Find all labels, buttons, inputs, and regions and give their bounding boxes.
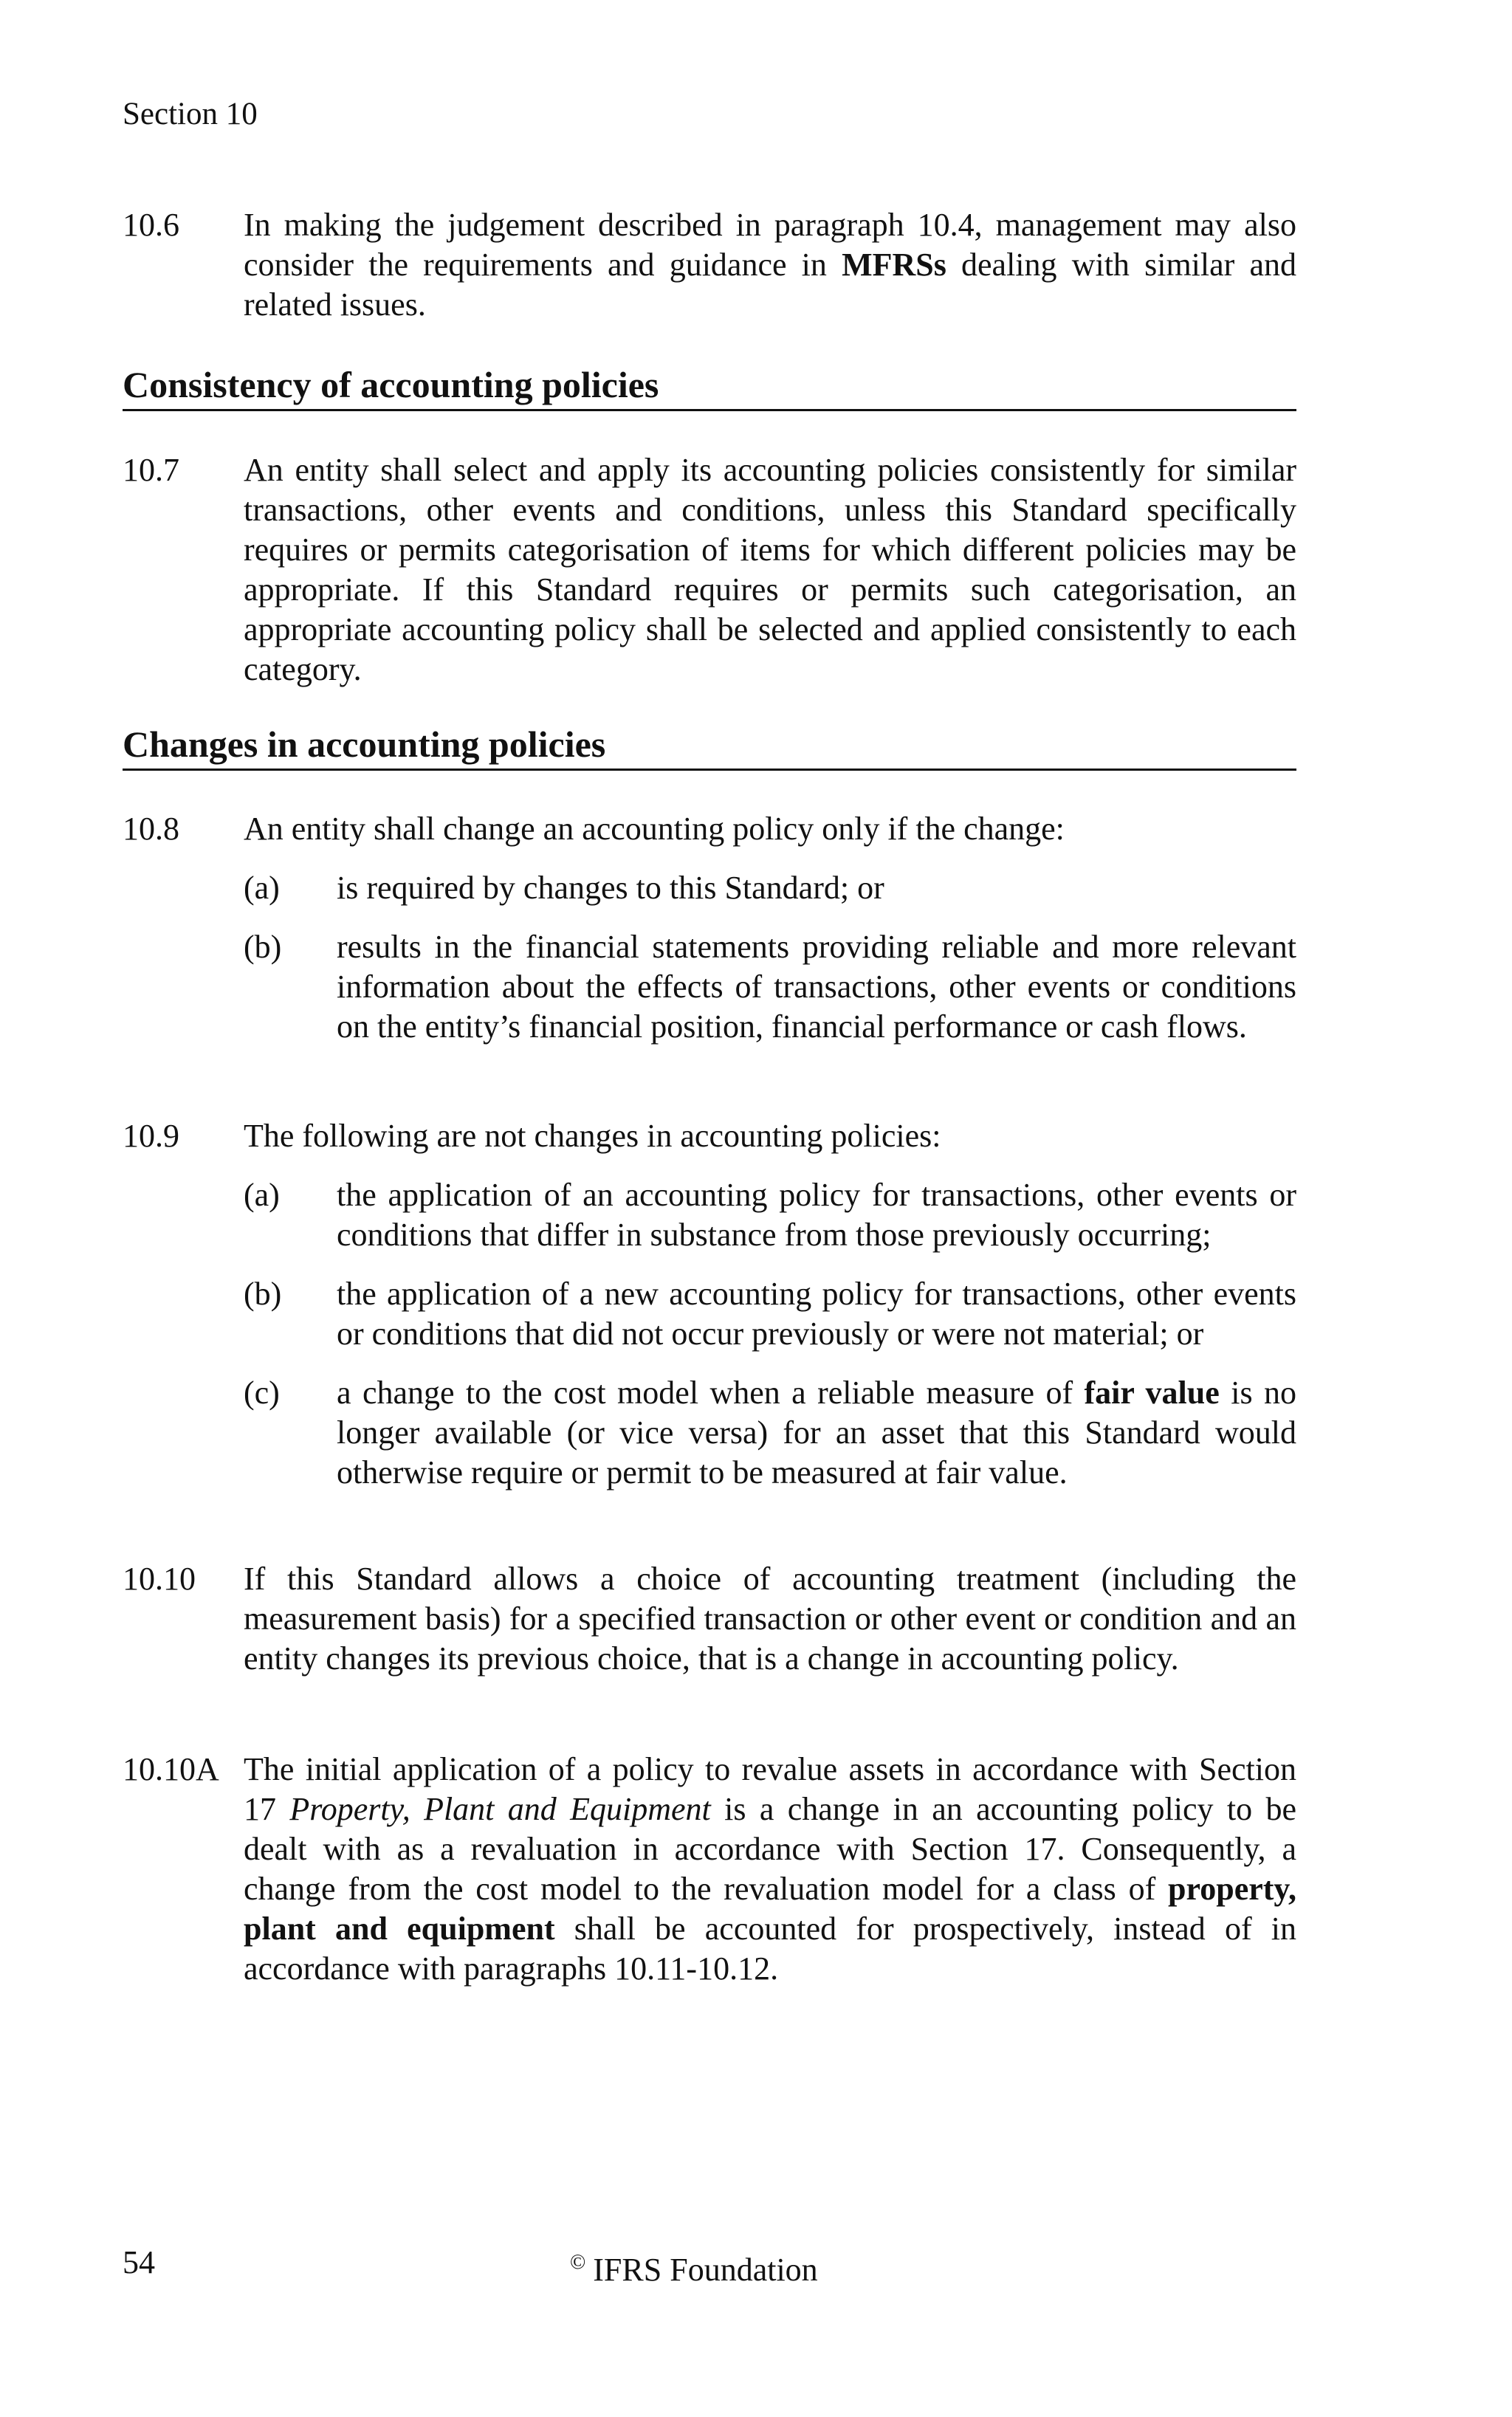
paragraph-text: In making the judgement described in paragraph 10.4, management may also consider the requirements and guidance in MFRSs dealing with similar and related issues. <box>244 207 1296 323</box>
paragraph-number: 10.7 <box>123 452 179 488</box>
copyright-text: IFRS Foundation <box>593 2252 818 2288</box>
paragraph-10-10 <box>123 1559 1296 1679</box>
section-heading-changes: Changes in accounting policies <box>123 721 1296 771</box>
section-heading-consistency: Consistency of accounting policies <box>123 362 1296 411</box>
paragraph-10-10a <box>123 1750 1296 1989</box>
paragraph-number: 10.10A <box>123 1751 219 1787</box>
list-item-label: (a) <box>244 870 280 906</box>
list-item <box>244 1274 1296 1354</box>
list-item <box>244 927 1296 1047</box>
list-item-text: the application of a new accounting policy for transactions, other events or conditions that did not occur previously or were not material; or <box>337 1276 1296 1352</box>
standard-title-reference: Property, Plant and Equipment <box>289 1791 711 1827</box>
paragraph-number: 10.10 <box>123 1561 196 1597</box>
footer-copyright <box>570 2243 818 2290</box>
paragraph-text: An entity shall select and apply its accounting policies consistently for similar transactions, other events and conditions, unless this Standard specifically requires or permits categorisation of items for which different policies may be appropriate. If this Standard requires or permits such categorisation, an appropriate accounting policy shall be selected and applied consistently to each category. <box>244 452 1296 687</box>
page-number: 54 <box>123 2244 155 2280</box>
paragraph-number: 10.6 <box>123 207 179 243</box>
defined-term-mfrss: MFRSs <box>842 247 946 283</box>
paragraph-10-6 <box>123 205 1296 325</box>
paragraph-text: The initial application of a policy to revalue assets in accordance with Section 17 Property, Plant and Equipment is a change in an accounting policy to be dealt with as a revaluation in accordance with Section 17. Consequently, a change from the cost model to the revaluation model for a class of property, plant and equipment shall be accounted for prospectively, instead of in accordance with paragraphs 10.11-10.12. <box>244 1751 1296 1987</box>
list-item-text: is required by changes to this Standard; or <box>337 870 884 906</box>
list-item <box>244 1373 1296 1493</box>
list-item-label: (a) <box>244 1177 280 1213</box>
paragraph-text: If this Standard allows a choice of accounting treatment (including the measurement basis) for a specified transaction or other event or condition and an entity changes its previous choice, that is a change in accounting policy. <box>244 1561 1296 1677</box>
paragraph-10-7 <box>123 450 1296 690</box>
list-item-text: a change to the cost model when a reliable measure of fair value is no longer available (or vice versa) for an asset that this Standard would otherwise require or permit to be measured at fair value. <box>337 1375 1296 1491</box>
list-item-text: the application of an accounting policy for transactions, other events or conditions that differ in substance from those previously occurring; <box>337 1177 1296 1253</box>
section-header: Section 10 <box>123 97 258 131</box>
copyright-symbol: © <box>570 2251 586 2274</box>
paragraph-text: The following are not changes in accounting policies: <box>244 1118 941 1154</box>
list-item-label: (b) <box>244 929 282 965</box>
list-item-label: (c) <box>244 1375 280 1411</box>
paragraph-number: 10.9 <box>123 1118 179 1154</box>
list-item-text: results in the financial statements providing reliable and more relevant information about the effects of transactions, other events or conditions on the entity’s financial position, financial performance or cash flows. <box>337 929 1296 1045</box>
defined-term-fair-value: fair value <box>1084 1375 1220 1411</box>
paragraph-number: 10.8 <box>123 811 179 847</box>
defined-term-ppe: property, plant and equipment <box>244 1871 1296 1947</box>
list-item-label: (b) <box>244 1276 282 1312</box>
list-item <box>244 868 1296 908</box>
paragraph-10-8 <box>123 809 1296 1047</box>
list-item <box>244 1175 1296 1255</box>
paragraph-text: An entity shall change an accounting policy only if the change: <box>244 811 1065 847</box>
paragraph-10-9 <box>123 1116 1296 1493</box>
